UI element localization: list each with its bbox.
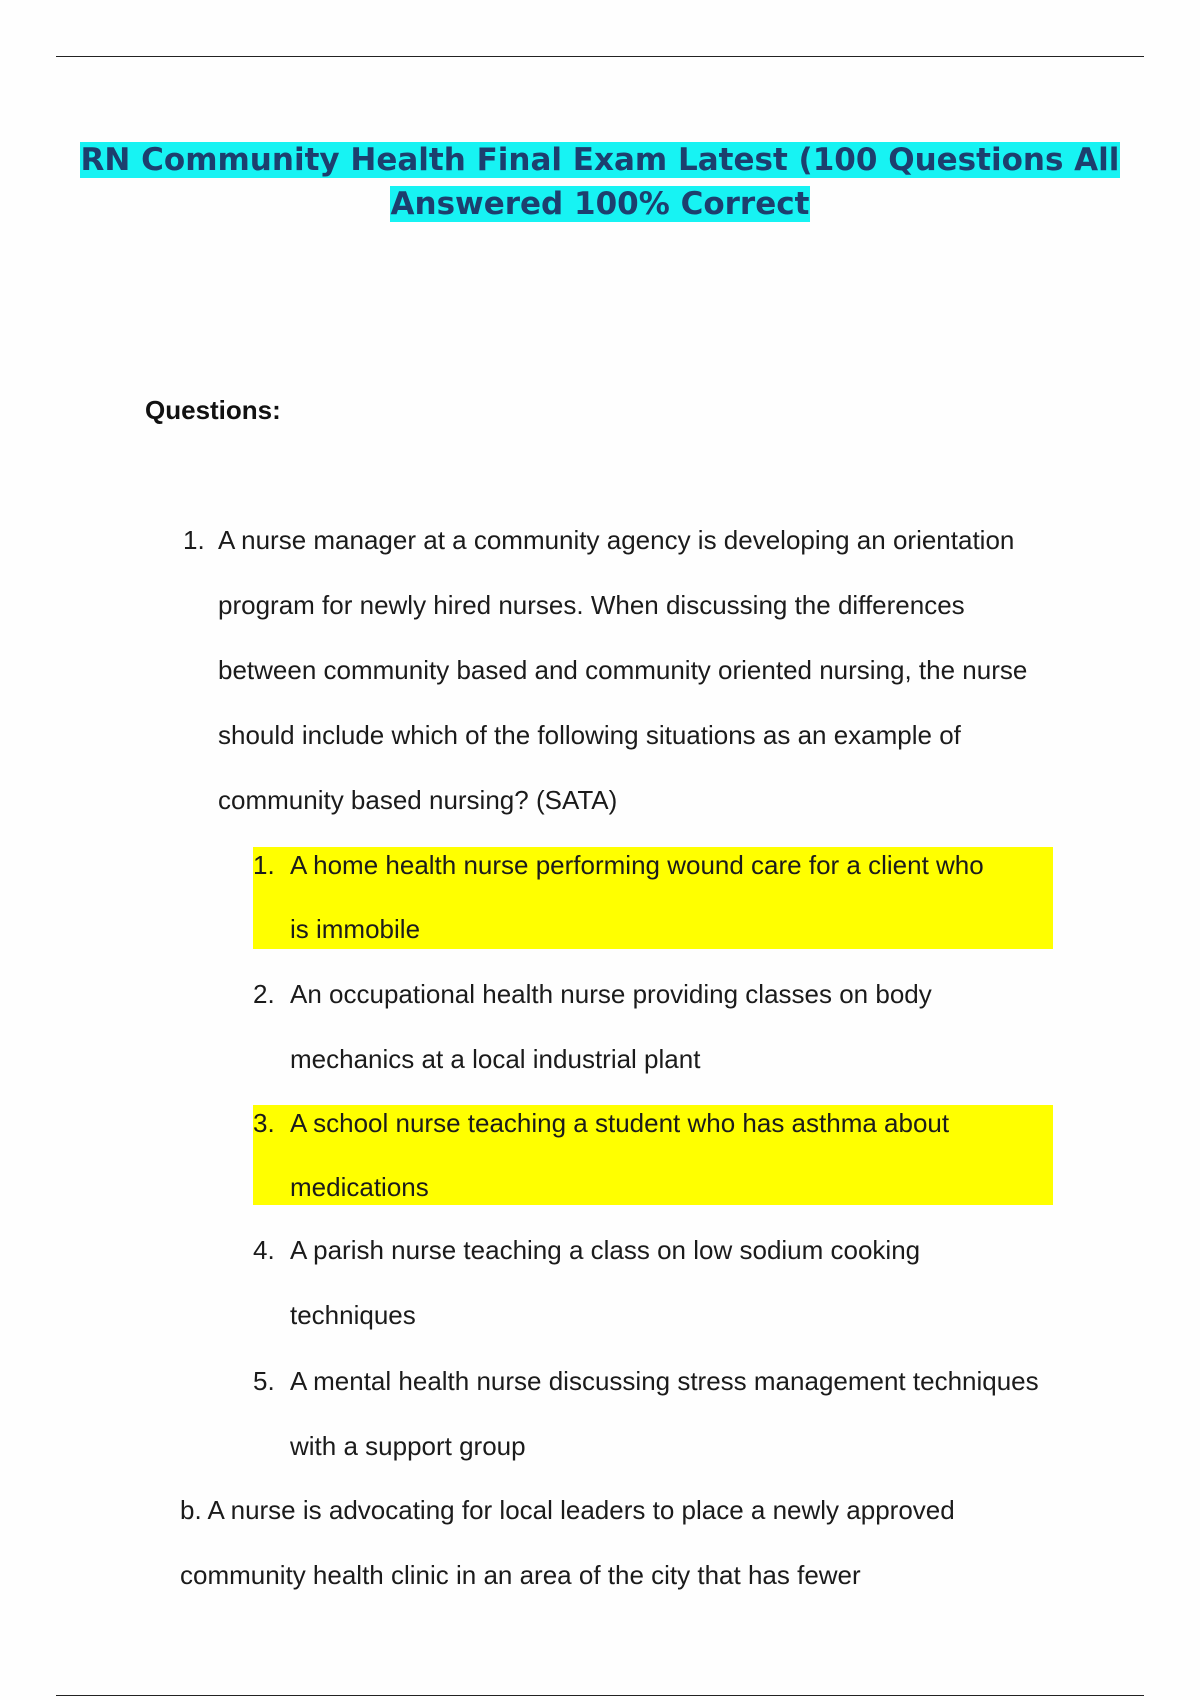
option-text-line-1: A home health nurse performing wound care for a client who xyxy=(290,850,984,880)
option-text-line-2: medications xyxy=(290,1172,429,1202)
answer-option-2 xyxy=(253,962,1053,1092)
document-title xyxy=(60,138,1140,226)
option-text-line-2: is immobile xyxy=(290,914,421,944)
option-text-line-1: A school nurse teaching a student who has asthma about xyxy=(290,1108,950,1138)
option-number: 5. xyxy=(253,1366,275,1396)
option-text: A mental health nurse discussing stress management techniques with a support group xyxy=(290,1366,1039,1461)
question-1 xyxy=(183,508,1043,833)
option-number: 4. xyxy=(253,1235,275,1265)
answer-option-4 xyxy=(253,1218,1053,1348)
section-heading: Questions: xyxy=(145,395,281,425)
title-line-1: RN Community Health Final Exam Latest (100 Questions All xyxy=(80,142,1120,178)
option-text: A parish nurse teaching a class on low sodium cooking techniques xyxy=(290,1235,921,1330)
option-number: 3. xyxy=(253,1108,275,1138)
answer-option-1 xyxy=(253,847,1053,949)
answer-option-5 xyxy=(253,1349,1053,1479)
option-number: 2. xyxy=(253,979,275,1009)
question-b xyxy=(180,1478,1060,1608)
option-text: An occupational health nurse providing classes on body mechanics at a local industrial plant xyxy=(290,979,932,1074)
question-text: A nurse manager at a community agency is developing an orientation program for newly hired nurses. When discussing the differences between community based and community oriented nursing, the nurse should include which of the following situations as an example of community based nursing? (SATA) xyxy=(218,525,1028,815)
question-text: b. A nurse is advocating for local leaders to place a newly approved community health clinic in an area of the city that has fewer xyxy=(180,1495,955,1590)
answer-option-3 xyxy=(253,1105,1053,1205)
header-rule xyxy=(56,56,1144,57)
title-line-2: Answered 100% Correct xyxy=(390,186,810,222)
question-number: 1. xyxy=(183,525,205,555)
footer-rule xyxy=(56,1695,1144,1696)
option-number: 1. xyxy=(253,850,275,880)
